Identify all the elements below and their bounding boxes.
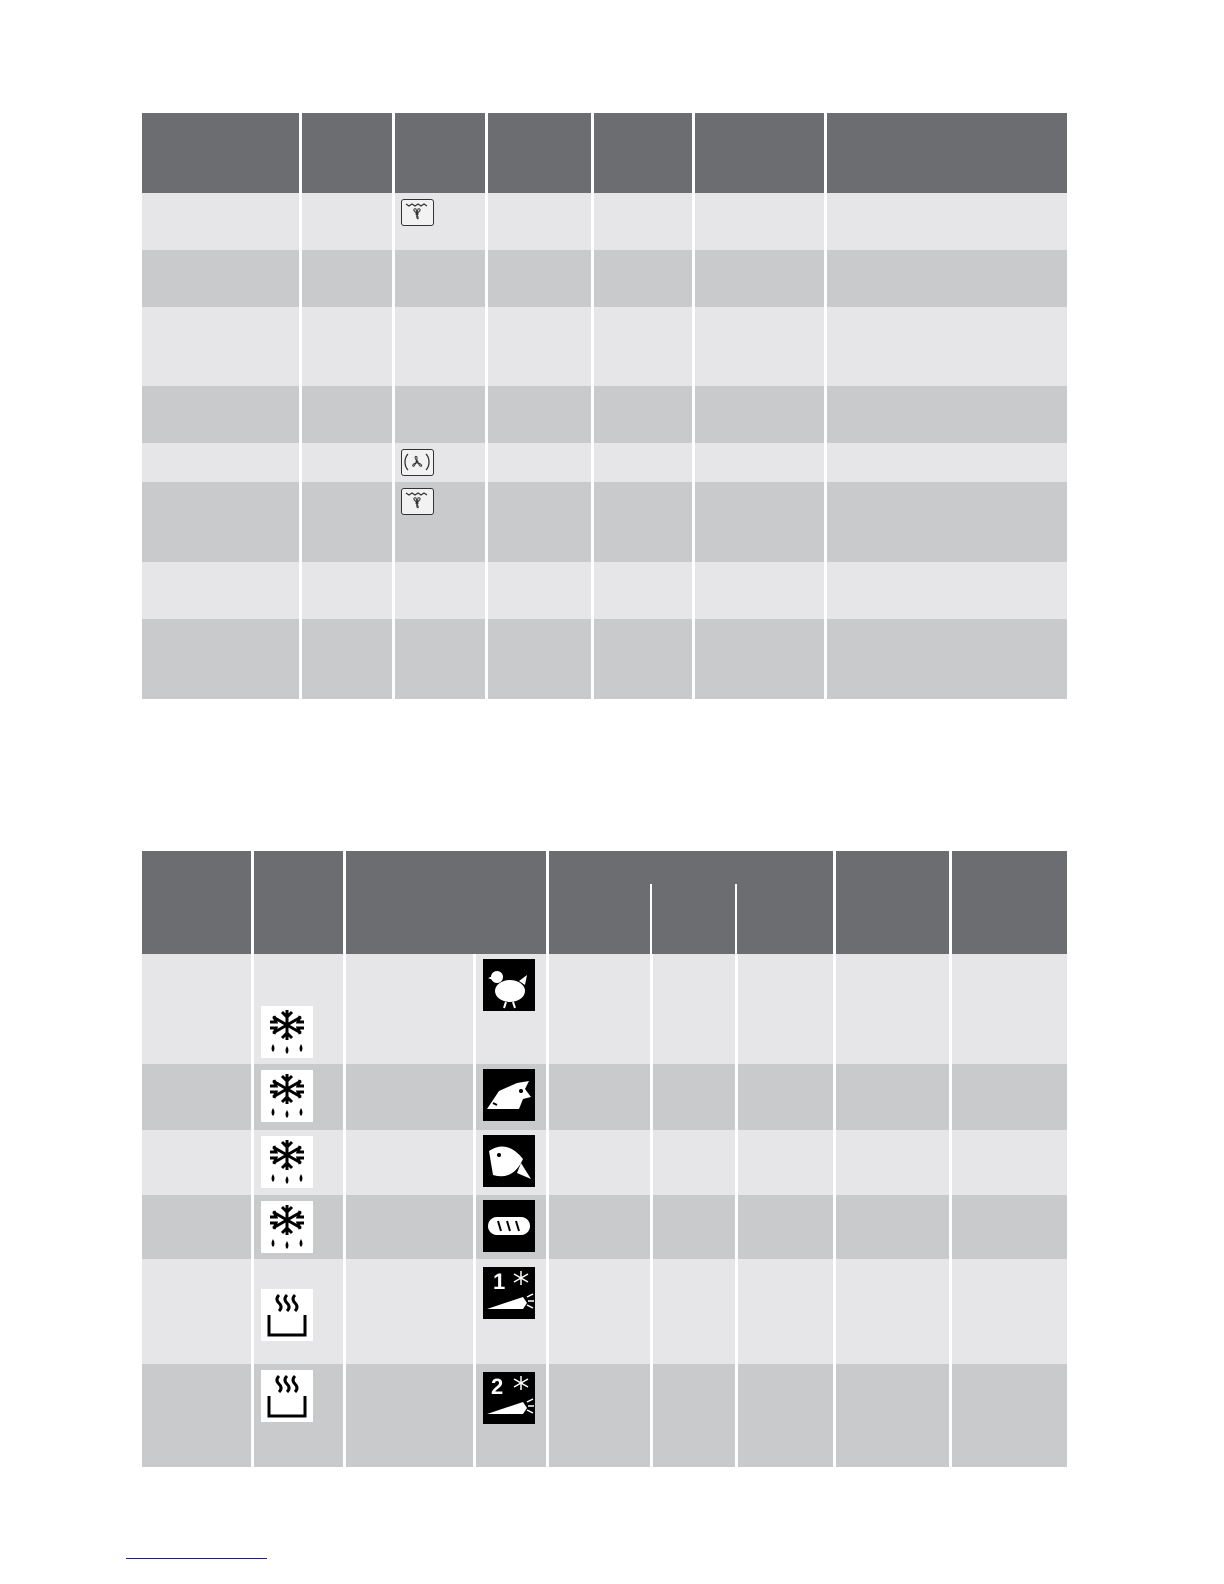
header-cell [591,113,692,193]
table-row [142,1259,1067,1364]
header-cell [546,851,833,954]
table-cell [142,1259,251,1364]
frozen-vegetables-1-icon [483,1267,535,1319]
chicken-icon [483,959,535,1011]
table-cell [650,1259,735,1364]
table-cell [824,307,1067,386]
table-cell [692,307,824,386]
table-cell [833,1259,949,1364]
table-cell [392,619,485,699]
table-cell [591,386,692,443]
table-cell [485,386,591,443]
bottom-table [142,851,1067,1467]
table-cell [692,193,824,250]
defrost-icon [261,1136,313,1188]
header-cell [949,851,1067,954]
table-cell [949,1195,1067,1259]
table-cell [485,250,591,307]
steam-dish-icon [261,1370,313,1422]
table-cell [299,386,392,443]
table-cell [392,482,485,562]
table-cell [546,1195,650,1259]
table-cell [142,1130,251,1195]
table-cell [473,1364,546,1467]
table-cell [546,1064,650,1130]
table-cell [485,193,591,250]
table-cell [692,386,824,443]
table-cell [343,1130,473,1195]
bread-icon [483,1200,535,1252]
table-cell [546,1364,650,1467]
table-cell [735,1064,833,1130]
table-cell [591,250,692,307]
table-cell [833,1364,949,1467]
table-cell [343,1064,473,1130]
table-cell [949,1064,1067,1130]
table-row [142,482,1067,562]
table-cell [692,619,824,699]
header-cell [251,851,343,954]
table-cell [833,954,949,1064]
header-cell [485,113,591,193]
table-cell [546,954,650,1064]
table-cell [392,193,485,250]
table-cell [949,1364,1067,1467]
table-cell [692,482,824,562]
table-row [142,443,1067,482]
table-cell [473,1259,546,1364]
table-cell [650,1130,735,1195]
table-cell [343,1364,473,1467]
table-cell [833,1195,949,1259]
table-cell [473,1064,546,1130]
footer-rule [126,1558,267,1559]
table-cell [343,1195,473,1259]
table-cell [142,562,299,619]
table-cell [485,562,591,619]
top-table-header [142,113,1067,193]
table-cell [392,250,485,307]
table-cell [299,562,392,619]
table-cell [735,954,833,1064]
table-cell [142,482,299,562]
table-cell [949,1259,1067,1364]
table-row [142,193,1067,250]
table-cell [824,482,1067,562]
table-cell [692,443,824,482]
table-cell [591,562,692,619]
table-cell [392,386,485,443]
bottom-table-header [142,851,1067,954]
table-row [142,1364,1067,1467]
table-cell [735,1259,833,1364]
header-cell [142,113,299,193]
table-cell [824,193,1067,250]
table-cell [485,619,591,699]
table-cell [650,954,735,1064]
table-cell [692,562,824,619]
table-cell [833,1130,949,1195]
table-cell [392,307,485,386]
header-cell [299,113,392,193]
table-cell [591,443,692,482]
table-cell [142,250,299,307]
defrost-icon [261,1070,313,1122]
table-cell [142,619,299,699]
table-cell [949,1130,1067,1195]
fan-grill-icon [401,199,434,226]
header-cell [142,851,251,954]
defrost-icon [261,1201,313,1253]
table-cell [142,954,251,1064]
table-row [142,1130,1067,1195]
header-cell [392,113,485,193]
svg-text:1: 1 [493,1269,506,1294]
header-cell [833,851,949,954]
fan-grill-icon [401,488,434,515]
table-cell [591,482,692,562]
svg-text:2: 2 [491,1374,504,1399]
steam-dish-icon [261,1289,313,1341]
table-cell [650,1064,735,1130]
table-row [142,1195,1067,1259]
table-cell [251,1130,343,1195]
table-cell [546,1259,650,1364]
table-cell [833,1064,949,1130]
table-cell [299,482,392,562]
table-row [142,954,1067,1064]
table-cell [142,1064,251,1130]
header-cell [692,113,824,193]
fish-icon [483,1135,535,1187]
table-cell [142,1364,251,1467]
table-cell [824,443,1067,482]
table-cell [251,954,343,1064]
table-cell [824,386,1067,443]
table-cell [299,250,392,307]
table-cell [735,1364,833,1467]
table-cell [142,1195,251,1259]
frozen-vegetables-2-icon [483,1372,535,1424]
table-cell [251,1364,343,1467]
top-table [142,113,1067,699]
table-cell [392,562,485,619]
table-cell [473,1195,546,1259]
table-cell [591,619,692,699]
header-subdivider [735,884,737,954]
table-cell [142,307,299,386]
convection-fan-icon [401,449,434,476]
header-cell [824,113,1067,193]
table-cell [824,619,1067,699]
table-row [142,386,1067,443]
table-cell [692,250,824,307]
header-cell [343,851,546,954]
table-cell [343,954,473,1064]
table-cell [650,1195,735,1259]
table-cell [485,443,591,482]
table-cell [251,1064,343,1130]
table-cell [824,250,1067,307]
table-row [142,250,1067,307]
table-cell [473,954,546,1064]
table-cell [251,1195,343,1259]
table-cell [473,1130,546,1195]
table-row [142,1064,1067,1130]
table-cell [142,386,299,443]
defrost-icon [261,1006,313,1058]
table-row [142,562,1067,619]
cow-icon [483,1069,535,1121]
table-row [142,307,1067,386]
table-cell [485,307,591,386]
table-cell [735,1195,833,1259]
table-cell [949,954,1067,1064]
table-cell [299,193,392,250]
table-cell [343,1259,473,1364]
table-cell [299,619,392,699]
table-cell [591,193,692,250]
table-cell [485,482,591,562]
table-cell [142,443,299,482]
header-subdivider [650,884,652,954]
table-cell [251,1259,343,1364]
table-cell [546,1130,650,1195]
table-cell [299,307,392,386]
table-row [142,619,1067,699]
table-cell [650,1364,735,1467]
table-cell [142,193,299,250]
table-cell [299,443,392,482]
table-cell [735,1130,833,1195]
table-cell [591,307,692,386]
table-cell [824,562,1067,619]
table-cell [392,443,485,482]
